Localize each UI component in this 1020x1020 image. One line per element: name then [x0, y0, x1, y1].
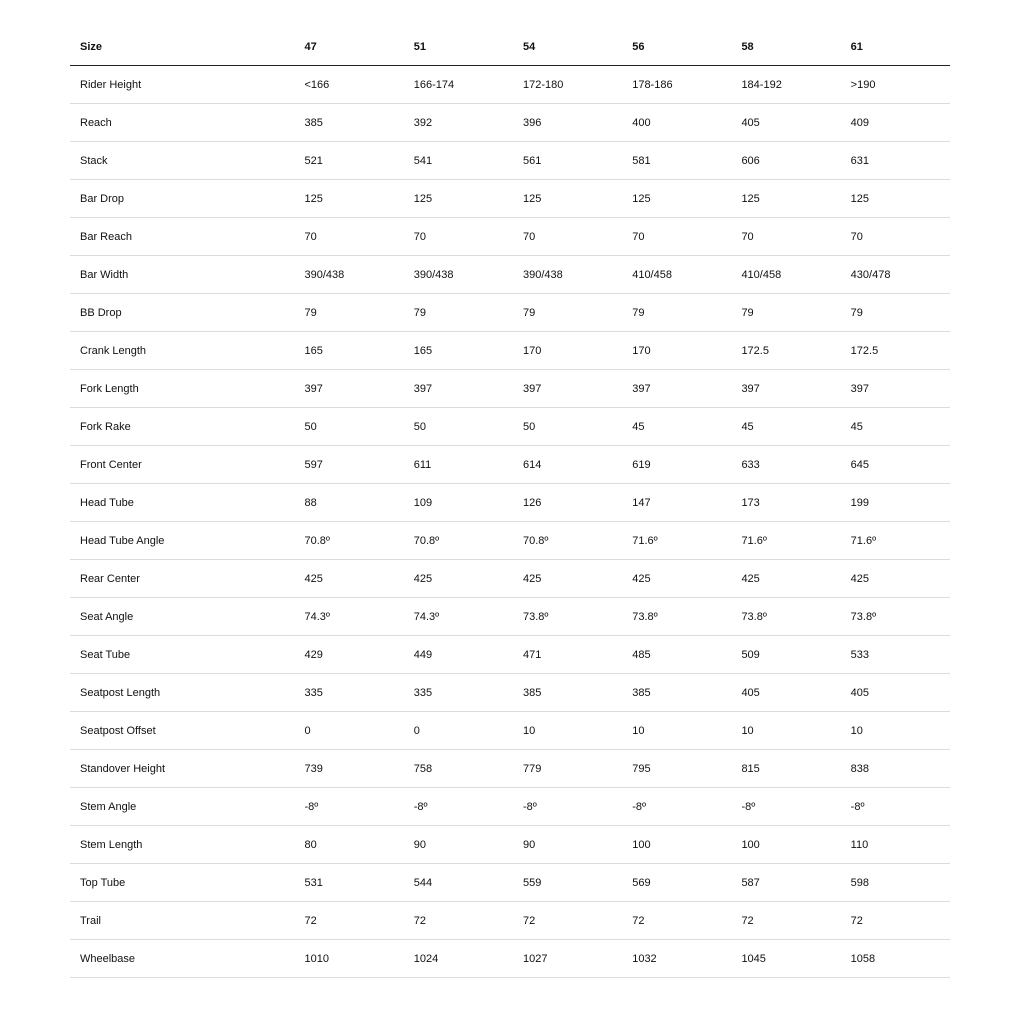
row-label: Head Tube — [70, 484, 295, 522]
table-header — [70, 29, 950, 66]
table-cell: 10 — [841, 712, 950, 750]
table-cell: 471 — [513, 636, 622, 674]
table-cell: 70 — [404, 218, 513, 256]
table-cell: 125 — [295, 180, 404, 218]
table-cell: 166-174 — [404, 66, 513, 104]
table-cell: 126 — [513, 484, 622, 522]
table-row — [70, 902, 950, 940]
table-cell: 100 — [731, 826, 840, 864]
table-row — [70, 750, 950, 788]
table-cell: 385 — [295, 104, 404, 142]
table-cell: 72 — [622, 902, 731, 940]
table-cell: 79 — [404, 294, 513, 332]
row-label: Trail — [70, 902, 295, 940]
table-cell: 405 — [841, 674, 950, 712]
table-cell: 815 — [731, 750, 840, 788]
row-label: Standover Height — [70, 750, 295, 788]
table-row — [70, 332, 950, 370]
table-cell: 335 — [404, 674, 513, 712]
table-cell: 1027 — [513, 940, 622, 978]
row-label: Bar Drop — [70, 180, 295, 218]
row-label: Wheelbase — [70, 940, 295, 978]
row-label: Fork Length — [70, 370, 295, 408]
table-cell: 184-192 — [731, 66, 840, 104]
table-cell: -8º — [513, 788, 622, 826]
table-cell: 10 — [731, 712, 840, 750]
table-row — [70, 180, 950, 218]
row-label: Rear Center — [70, 560, 295, 598]
table-cell: -8º — [404, 788, 513, 826]
table-cell: 173 — [731, 484, 840, 522]
table-cell: 88 — [295, 484, 404, 522]
table-row — [70, 598, 950, 636]
table-cell: 70 — [295, 218, 404, 256]
table-cell: 90 — [513, 826, 622, 864]
table-row — [70, 864, 950, 902]
table-row — [70, 294, 950, 332]
table-cell: 569 — [622, 864, 731, 902]
table-cell: 125 — [404, 180, 513, 218]
table-cell: 425 — [622, 560, 731, 598]
table-cell: 397 — [731, 370, 840, 408]
table-cell: 390/438 — [404, 256, 513, 294]
table-cell: 533 — [841, 636, 950, 674]
table-cell: 45 — [841, 408, 950, 446]
row-label: Seatpost Offset — [70, 712, 295, 750]
table-cell: 430/478 — [841, 256, 950, 294]
header-size-6: 61 — [841, 29, 950, 66]
table-row — [70, 712, 950, 750]
table-cell: 10 — [622, 712, 731, 750]
table-cell: 73.8º — [731, 598, 840, 636]
table-cell: 45 — [622, 408, 731, 446]
table-cell: 410/458 — [731, 256, 840, 294]
table-cell: 409 — [841, 104, 950, 142]
table-cell: 758 — [404, 750, 513, 788]
table-cell: 170 — [513, 332, 622, 370]
table-cell: 779 — [513, 750, 622, 788]
row-label: BB Drop — [70, 294, 295, 332]
table-row — [70, 560, 950, 598]
table-cell: 390/438 — [513, 256, 622, 294]
table-row — [70, 256, 950, 294]
table-cell: 45 — [731, 408, 840, 446]
table-row — [70, 788, 950, 826]
table-cell: 397 — [513, 370, 622, 408]
row-label: Seat Tube — [70, 636, 295, 674]
table-cell: 70.8º — [295, 522, 404, 560]
table-cell: 72 — [731, 902, 840, 940]
table-cell: 397 — [841, 370, 950, 408]
table-cell: -8º — [841, 788, 950, 826]
table-cell: 645 — [841, 446, 950, 484]
table-cell: 385 — [513, 674, 622, 712]
table-cell: 1010 — [295, 940, 404, 978]
row-label: Rider Height — [70, 66, 295, 104]
table-cell: 405 — [731, 104, 840, 142]
table-cell: 79 — [622, 294, 731, 332]
table-cell: 485 — [622, 636, 731, 674]
table-cell: 79 — [731, 294, 840, 332]
table-cell: 79 — [841, 294, 950, 332]
table-cell: 614 — [513, 446, 622, 484]
table-cell: 410/458 — [622, 256, 731, 294]
table-cell: 425 — [731, 560, 840, 598]
table-cell: 90 — [404, 826, 513, 864]
table-cell: 335 — [295, 674, 404, 712]
row-label: Top Tube — [70, 864, 295, 902]
header-size-5: 58 — [731, 29, 840, 66]
header-size-3: 54 — [513, 29, 622, 66]
table-cell: 587 — [731, 864, 840, 902]
table-cell: 606 — [731, 142, 840, 180]
row-label: Reach — [70, 104, 295, 142]
table-cell: 73.8º — [622, 598, 731, 636]
table-cell: 598 — [841, 864, 950, 902]
table-cell: 199 — [841, 484, 950, 522]
row-label: Seatpost Length — [70, 674, 295, 712]
table-cell: 1045 — [731, 940, 840, 978]
table-cell: 619 — [622, 446, 731, 484]
table-cell: 172.5 — [731, 332, 840, 370]
table-cell: 633 — [731, 446, 840, 484]
row-label: Bar Reach — [70, 218, 295, 256]
table-cell: 72 — [513, 902, 622, 940]
header-size-4: 56 — [622, 29, 731, 66]
table-row — [70, 142, 950, 180]
table-cell: 72 — [841, 902, 950, 940]
table-cell: 425 — [513, 560, 622, 598]
table-cell: 100 — [622, 826, 731, 864]
table-row — [70, 66, 950, 104]
table-cell: 392 — [404, 104, 513, 142]
table-cell: 172.5 — [841, 332, 950, 370]
table-cell: 71.6º — [731, 522, 840, 560]
table-cell: 838 — [841, 750, 950, 788]
table-cell: 544 — [404, 864, 513, 902]
table-cell: 80 — [295, 826, 404, 864]
table-cell: -8º — [731, 788, 840, 826]
row-label: Fork Rake — [70, 408, 295, 446]
table-cell: 397 — [622, 370, 731, 408]
table-cell: 79 — [513, 294, 622, 332]
table-cell: 531 — [295, 864, 404, 902]
table-cell: 50 — [295, 408, 404, 446]
table-cell: 581 — [622, 142, 731, 180]
table-cell: 405 — [731, 674, 840, 712]
table-cell: 147 — [622, 484, 731, 522]
table-cell: >190 — [841, 66, 950, 104]
table-row — [70, 484, 950, 522]
table-cell: 70 — [513, 218, 622, 256]
row-label: Head Tube Angle — [70, 522, 295, 560]
row-label: Seat Angle — [70, 598, 295, 636]
table-cell: 1024 — [404, 940, 513, 978]
header-size-1: 47 — [295, 29, 404, 66]
table-row — [70, 104, 950, 142]
row-label: Stem Angle — [70, 788, 295, 826]
table-cell: 425 — [295, 560, 404, 598]
table-cell: 390/438 — [295, 256, 404, 294]
table-cell: 0 — [295, 712, 404, 750]
table-cell: 561 — [513, 142, 622, 180]
table-cell: 521 — [295, 142, 404, 180]
table-cell: 70.8º — [404, 522, 513, 560]
table-row — [70, 370, 950, 408]
table-row — [70, 674, 950, 712]
table-cell: 425 — [841, 560, 950, 598]
table-cell: 425 — [404, 560, 513, 598]
table-cell: 109 — [404, 484, 513, 522]
row-label: Stem Length — [70, 826, 295, 864]
header-size-2: 51 — [404, 29, 513, 66]
table-row — [70, 826, 950, 864]
table-cell: 385 — [622, 674, 731, 712]
table-cell: 631 — [841, 142, 950, 180]
table-cell: 73.8º — [513, 598, 622, 636]
table-cell: <166 — [295, 66, 404, 104]
table-cell: 50 — [513, 408, 622, 446]
table-row — [70, 636, 950, 674]
table-cell: -8º — [622, 788, 731, 826]
table-cell: 165 — [404, 332, 513, 370]
table-cell: 739 — [295, 750, 404, 788]
table-cell: -8º — [295, 788, 404, 826]
table-cell: 125 — [731, 180, 840, 218]
table-row — [70, 940, 950, 978]
table-cell: 597 — [295, 446, 404, 484]
row-label: Stack — [70, 142, 295, 180]
table-cell: 397 — [404, 370, 513, 408]
table-cell: 125 — [622, 180, 731, 218]
table-cell: 74.3º — [404, 598, 513, 636]
table-cell: 170 — [622, 332, 731, 370]
table-cell: 71.6º — [622, 522, 731, 560]
table-cell: 172-180 — [513, 66, 622, 104]
table-cell: 1032 — [622, 940, 731, 978]
row-label: Front Center — [70, 446, 295, 484]
table-cell: 70 — [841, 218, 950, 256]
table-cell: 429 — [295, 636, 404, 674]
row-label: Bar Width — [70, 256, 295, 294]
table-cell: 70 — [622, 218, 731, 256]
table-cell: 72 — [295, 902, 404, 940]
table-cell: 449 — [404, 636, 513, 674]
table-cell: 73.8º — [841, 598, 950, 636]
table-cell: 396 — [513, 104, 622, 142]
table-cell: 509 — [731, 636, 840, 674]
geometry-table — [70, 29, 950, 978]
table-cell: 400 — [622, 104, 731, 142]
table-row — [70, 218, 950, 256]
table-cell: 70.8º — [513, 522, 622, 560]
header-size-label: Size — [70, 29, 295, 66]
table-body — [70, 66, 950, 978]
table-cell: 0 — [404, 712, 513, 750]
table-cell: 178-186 — [622, 66, 731, 104]
table-row — [70, 446, 950, 484]
table-cell: 10 — [513, 712, 622, 750]
table-cell: 72 — [404, 902, 513, 940]
table-cell: 795 — [622, 750, 731, 788]
table-cell: 110 — [841, 826, 950, 864]
table-cell: 74.3º — [295, 598, 404, 636]
table-cell: 125 — [841, 180, 950, 218]
table-cell: 70 — [731, 218, 840, 256]
table-cell: 541 — [404, 142, 513, 180]
table-cell: 71.6º — [841, 522, 950, 560]
table-cell: 559 — [513, 864, 622, 902]
table-cell: 611 — [404, 446, 513, 484]
table-cell: 165 — [295, 332, 404, 370]
table-row — [70, 408, 950, 446]
table-cell: 397 — [295, 370, 404, 408]
table-cell: 79 — [295, 294, 404, 332]
table-cell: 50 — [404, 408, 513, 446]
row-label: Crank Length — [70, 332, 295, 370]
table-cell: 1058 — [841, 940, 950, 978]
table-row — [70, 522, 950, 560]
table-cell: 125 — [513, 180, 622, 218]
header-row — [70, 29, 950, 66]
